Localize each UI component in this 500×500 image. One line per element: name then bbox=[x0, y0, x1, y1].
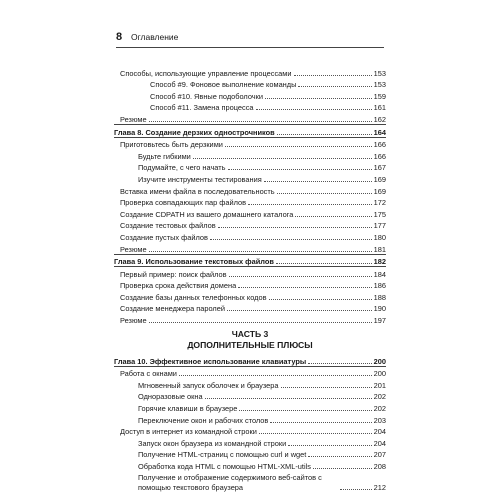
toc-page-number: 166 bbox=[373, 151, 386, 161]
toc-entry-title: Создание менеджера паролей bbox=[120, 304, 225, 314]
toc-entry-title: Вставка имени файла в последовательность bbox=[120, 186, 275, 196]
toc-entry bbox=[114, 138, 386, 150]
toc-page-number: 180 bbox=[373, 232, 386, 242]
dot-leader bbox=[256, 109, 372, 110]
toc-entry bbox=[114, 219, 386, 231]
toc-entry bbox=[114, 149, 386, 161]
toc-page-number: 175 bbox=[373, 209, 386, 219]
page-number: 8 bbox=[116, 31, 123, 43]
toc-entry bbox=[114, 302, 386, 314]
toc-entry bbox=[114, 390, 386, 402]
dot-leader bbox=[248, 204, 372, 205]
toc-page-number: 169 bbox=[373, 174, 386, 184]
toc-chapter-entry bbox=[114, 354, 386, 367]
toc-entry-title: Проверка совпадающих пар файлов bbox=[120, 198, 247, 208]
toc-entry-title: Получение HTML-страниц с помощью curl и wget bbox=[138, 450, 307, 460]
part-title: ДОПОЛНИТЕЛЬНЫЕ ПЛЮСЫ bbox=[187, 340, 313, 351]
toc-section-bottom bbox=[114, 354, 386, 492]
toc-page-number: 188 bbox=[373, 292, 386, 302]
toc-entry-title: Одноразовые окна bbox=[138, 392, 203, 402]
toc-entry-title: Обработка кода HTML с помощью HTML-XML-utils bbox=[138, 462, 311, 471]
toc-page-number: 190 bbox=[373, 304, 386, 314]
toc-entry bbox=[114, 78, 386, 90]
toc-page-number: 202 bbox=[373, 392, 386, 402]
toc-entry-title: Создание тестовых файлов bbox=[120, 221, 216, 231]
toc-entry bbox=[114, 267, 386, 279]
toc-entry-title: Проверка срока действия домена bbox=[120, 281, 237, 291]
toc-page-number: 164 bbox=[373, 127, 386, 137]
toc-entry-title: Создание базы данных телефонных кодов bbox=[120, 292, 267, 302]
toc-page-number: 204 bbox=[373, 438, 386, 448]
toc-entry-title: Способ #10. Явные подоболочки bbox=[150, 91, 263, 101]
toc-entry-title: Первый пример: поиск файлов bbox=[120, 269, 227, 279]
dot-leader bbox=[239, 410, 371, 411]
page-header bbox=[116, 30, 384, 46]
toc-page-number: 207 bbox=[373, 450, 386, 460]
toc-entry bbox=[114, 401, 386, 413]
dot-leader bbox=[295, 216, 371, 217]
toc-entry bbox=[114, 184, 386, 196]
dot-leader bbox=[149, 251, 372, 252]
toc-entry-title: Резюме bbox=[120, 114, 147, 124]
toc-entry bbox=[114, 279, 386, 291]
dot-leader bbox=[149, 322, 372, 323]
toc-entry-title: Глава 9. Использование текстовых файлов bbox=[114, 257, 274, 267]
toc-entry-title: Изучите инструменты тестирования bbox=[138, 174, 262, 184]
toc-entry bbox=[114, 448, 386, 460]
dot-leader bbox=[264, 181, 372, 182]
toc-page-number: 202 bbox=[373, 404, 386, 414]
toc-entry-title: Будьте гибкими bbox=[138, 151, 191, 161]
toc-section-top bbox=[114, 66, 386, 325]
toc-entry-title: Мгновенный запуск оболочек и браузера bbox=[138, 380, 279, 390]
toc-entry-title: Доступ в интернет из командной строки bbox=[120, 427, 257, 437]
dot-leader bbox=[238, 287, 371, 288]
toc-entry bbox=[114, 367, 386, 379]
toc-page-number: 182 bbox=[373, 257, 386, 267]
dot-leader bbox=[210, 239, 372, 240]
toc-page-number: 203 bbox=[373, 415, 386, 425]
toc-page-number: 153 bbox=[373, 80, 386, 90]
toc-page-number: 184 bbox=[373, 269, 386, 279]
toc-entry-title: Получение и отображение содержимого веб-сайтов с помощью текстового браузера bbox=[138, 473, 322, 492]
toc-entry bbox=[114, 378, 386, 390]
dot-leader bbox=[193, 158, 372, 159]
toc-entry bbox=[114, 230, 386, 242]
toc-page-number: 172 bbox=[373, 198, 386, 208]
toc-page-number: 166 bbox=[373, 140, 386, 150]
dot-leader bbox=[225, 146, 372, 147]
toc-entry bbox=[114, 313, 386, 325]
toc-page-number: 177 bbox=[373, 221, 386, 231]
dot-leader bbox=[269, 299, 372, 300]
toc-entry bbox=[114, 172, 386, 184]
toc-entry bbox=[114, 290, 386, 302]
toc-entry bbox=[114, 196, 386, 208]
toc-entry bbox=[114, 207, 386, 219]
toc-entry-title: Переключение окон и рабочих столов bbox=[138, 415, 269, 425]
toc-entry-title: Способ #11. Замена процесса bbox=[150, 103, 254, 113]
toc-entry-title: Создание пустых файлов bbox=[120, 232, 208, 242]
toc-page-number: 181 bbox=[373, 244, 386, 254]
toc-entry bbox=[114, 425, 386, 437]
dot-leader bbox=[265, 98, 372, 99]
toc-page-number: 153 bbox=[373, 68, 386, 78]
toc-entry bbox=[114, 459, 386, 471]
toc-page-number: 200 bbox=[373, 369, 386, 379]
toc-page-number: 212 bbox=[373, 483, 386, 492]
toc-chapter-entry bbox=[114, 255, 386, 268]
toc-page-number: 201 bbox=[373, 380, 386, 390]
header-rule bbox=[116, 47, 384, 48]
toc-entry-title: Способы, использующие управление процессами bbox=[120, 68, 292, 78]
toc-entry bbox=[114, 112, 386, 125]
toc-entry-title: Подумайте, с чего начать bbox=[138, 163, 226, 173]
toc-page-number: 208 bbox=[373, 462, 386, 471]
dot-leader bbox=[277, 134, 372, 135]
dot-leader bbox=[294, 75, 372, 76]
dot-leader bbox=[277, 193, 372, 194]
dot-leader bbox=[298, 86, 371, 87]
dot-leader bbox=[228, 169, 372, 170]
toc-page-number: 159 bbox=[373, 91, 386, 101]
toc-entry bbox=[114, 471, 386, 492]
toc-entry-title: Способ #9. Фоновое выполнение команды bbox=[150, 80, 297, 90]
dot-leader bbox=[227, 310, 372, 311]
toc-entry bbox=[114, 89, 386, 101]
toc-page-number: 169 bbox=[373, 186, 386, 196]
toc-entry-title: Резюме bbox=[120, 244, 147, 254]
dot-leader bbox=[270, 422, 371, 423]
toc-entry bbox=[114, 66, 386, 78]
dot-leader bbox=[259, 433, 372, 434]
toc-page-number: 161 bbox=[373, 103, 386, 113]
running-title: Оглавление bbox=[131, 32, 179, 42]
dot-leader bbox=[308, 456, 371, 457]
part-label: ЧАСТЬ 3 bbox=[231, 329, 269, 340]
toc-entry-title: Горячие клавиши в браузере bbox=[138, 404, 238, 414]
toc-entry-title: Запуск окон браузера из командной строки bbox=[138, 438, 287, 448]
toc-entry bbox=[114, 101, 386, 113]
toc-entry-title: Создание CDPATH из вашего домашнего каталога bbox=[120, 209, 294, 219]
toc-entry-title: Глава 10. Эффективное использование клавиатуры bbox=[114, 356, 307, 366]
toc-entry-title: Глава 8. Создание дерзких однострочников bbox=[114, 127, 275, 137]
dot-leader bbox=[276, 263, 372, 264]
toc-entry-title: Приготовьтесь быть дерзкими bbox=[120, 140, 223, 150]
dot-leader bbox=[340, 489, 372, 490]
dot-leader bbox=[281, 387, 372, 388]
toc-entry-title: Резюме bbox=[120, 316, 147, 326]
dot-leader bbox=[179, 375, 372, 376]
dot-leader bbox=[313, 468, 372, 469]
toc-entry bbox=[114, 161, 386, 173]
toc-page-number: 200 bbox=[373, 356, 386, 366]
dot-leader bbox=[149, 121, 372, 122]
toc-page-number: 204 bbox=[373, 427, 386, 437]
toc-chapter-entry bbox=[114, 125, 386, 138]
toc-entry bbox=[114, 413, 386, 425]
dot-leader bbox=[205, 398, 372, 399]
dot-leader bbox=[229, 276, 372, 277]
dot-leader bbox=[308, 363, 371, 364]
toc-entry-title: Работа с окнами bbox=[120, 369, 177, 379]
toc-entry bbox=[114, 242, 386, 255]
toc-page-number: 197 bbox=[373, 316, 386, 326]
toc-entry bbox=[114, 436, 386, 448]
dot-leader bbox=[288, 445, 371, 446]
table-of-contents bbox=[114, 66, 386, 492]
dot-leader bbox=[218, 227, 372, 228]
toc-page-number: 167 bbox=[373, 163, 386, 173]
toc-page-number: 162 bbox=[373, 114, 386, 124]
toc-page-number: 186 bbox=[373, 281, 386, 291]
